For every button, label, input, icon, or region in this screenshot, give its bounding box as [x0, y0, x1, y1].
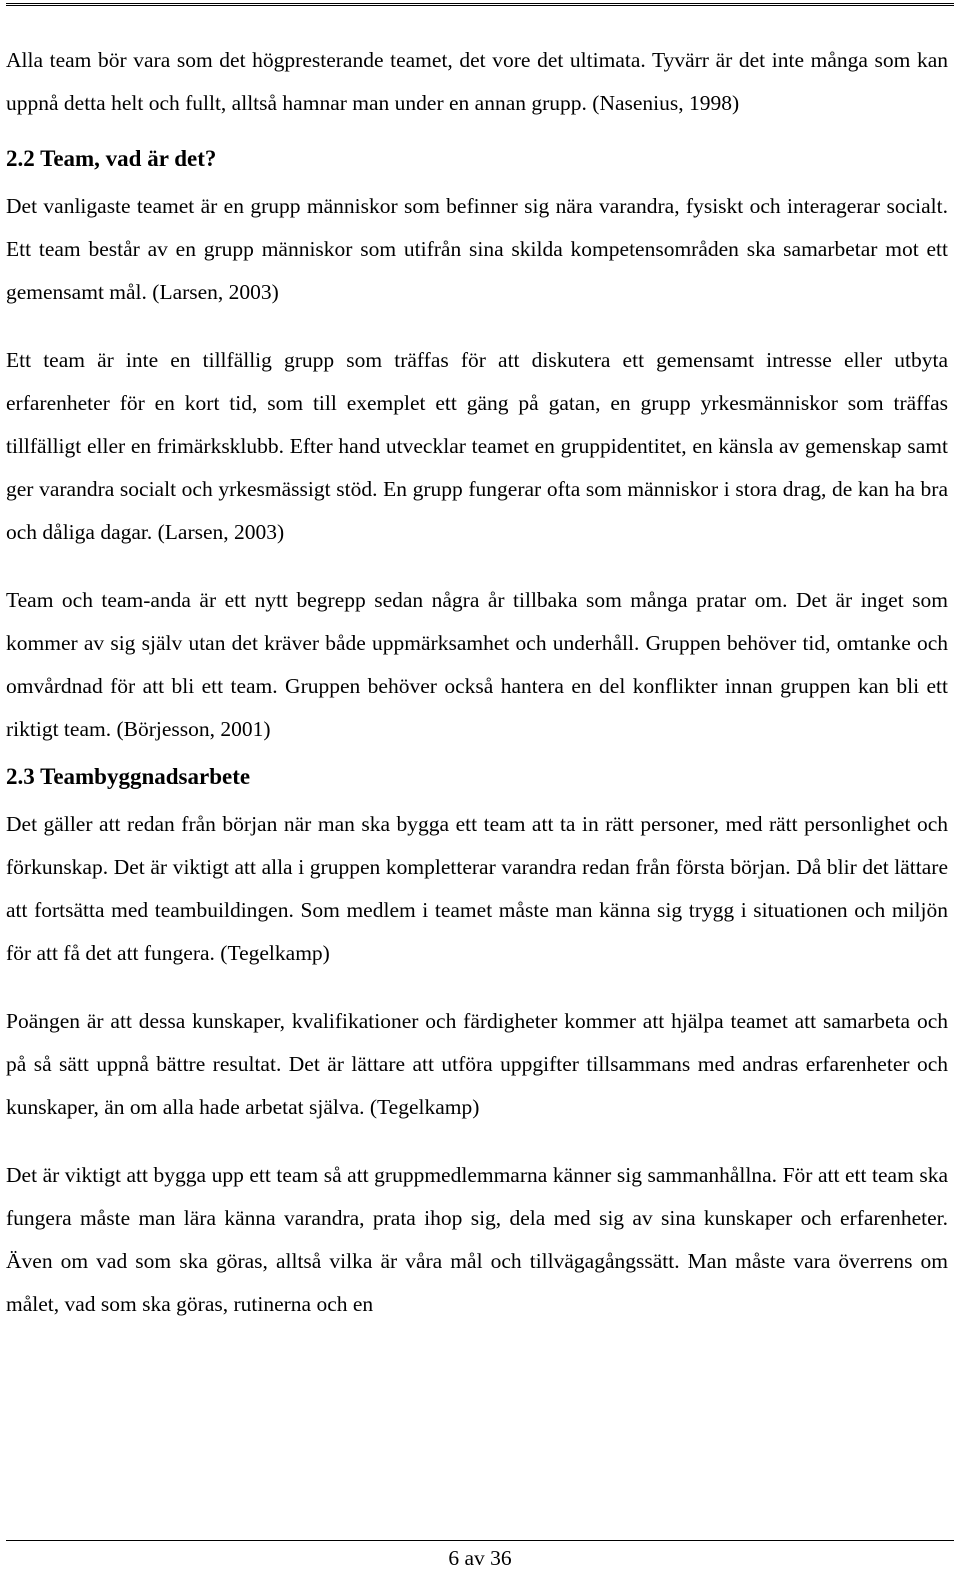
paragraph-team-spirit: Team och team-anda är ett nytt begrepp sedan några år tillbaka som många pratar om. Det är inget som kommer av sig själv utan det kräver både uppmärksamhet och underhåll. Gruppen behöver tid, omtanke och omvårdnad för att bli ett team. Gruppen behöver också hantera en del konflikter innan gruppen kan bli ett riktigt team. (Börjesson, 2001) [6, 588, 948, 741]
paragraph-team-skills: Poängen är att dessa kunskaper, kvalifikationer och färdigheter kommer att hjälpa teamet att samarbeta och på så sätt uppnå bättre resultat. Det är lättare att utföra uppgifter tillsammans med andras erfarenheter och kunskaper, än om alla hade arbetat själva. (Tegelkamp) [6, 1009, 948, 1119]
paragraph-team-cohesion: Det är viktigt att bygga upp ett team så att gruppmedlemmarna känner sig sammanhållna. För att ett team ska fungera måste man lära känna varandra, prata ihop sig, dela med sig av sina kunskaper och erfarenheter. Även om vad som ska göras, alltså vilka är våra mål och tillvägagångssätt. Man måste vara överrens om målet, vad som ska göras, rutinerna och en [6, 1163, 948, 1316]
section-heading-2-3: 2.3 Teambyggnadsarbete [6, 764, 251, 789]
section-heading-2-2: 2.2 Team, vad är det? [6, 146, 217, 171]
paragraph-team-ideal: Alla team bör vara som det högpresterande teamet, det vore det ultimata. Tyvärr är det inte många som kan uppnå detta helt och fullt, alltså hamnar man under en annan grupp. (Nasenius, 1998) [6, 48, 948, 115]
page-number: 6 av 36 [448, 1546, 512, 1570]
header-rule [6, 3, 954, 4]
footer-rule [6, 1540, 954, 1541]
paragraph-team-building-start: Det gäller att redan från början när man ska bygga ett team att ta in rätt personer, med rätt personlighet och förkunskap. Det är viktigt att alla i gruppen kompletterar varandra redan från första början. Då blir det lättare att fortsätta med teambuildingen. Som medlem i teamet måste man känna sig trygg i situationen och miljön för att få det att fungera. (Tegelkamp) [6, 812, 948, 965]
paragraph-team-not-temporary: Ett team är inte en tillfällig grupp som träffas för att diskutera ett gemensamt intresse eller utbyta erfarenheter för en kort tid, som till exemplet ett gäng på gatan, en grupp yrkesmänniskor som träffas tillfälligt eller en frimärksklubb. Efter hand utvecklar teamet en gruppidentitet, en känsla av gemenskap samt ger varandra socialt och yrkesmässigt stöd. En grupp fungerar ofta som människor i stora drag, de kan ha bra och dåliga dagar. (Larsen, 2003) [6, 348, 948, 544]
paragraph-team-definition: Det vanligaste teamet är en grupp människor som befinner sig nära varandra, fysiskt och interagerar socialt. Ett team består av en grupp människor som utifrån sina skilda kompetensområden ska samarbetar mot ett gemensamt mål. (Larsen, 2003) [6, 194, 948, 304]
document-body [6, 39, 948, 1326]
